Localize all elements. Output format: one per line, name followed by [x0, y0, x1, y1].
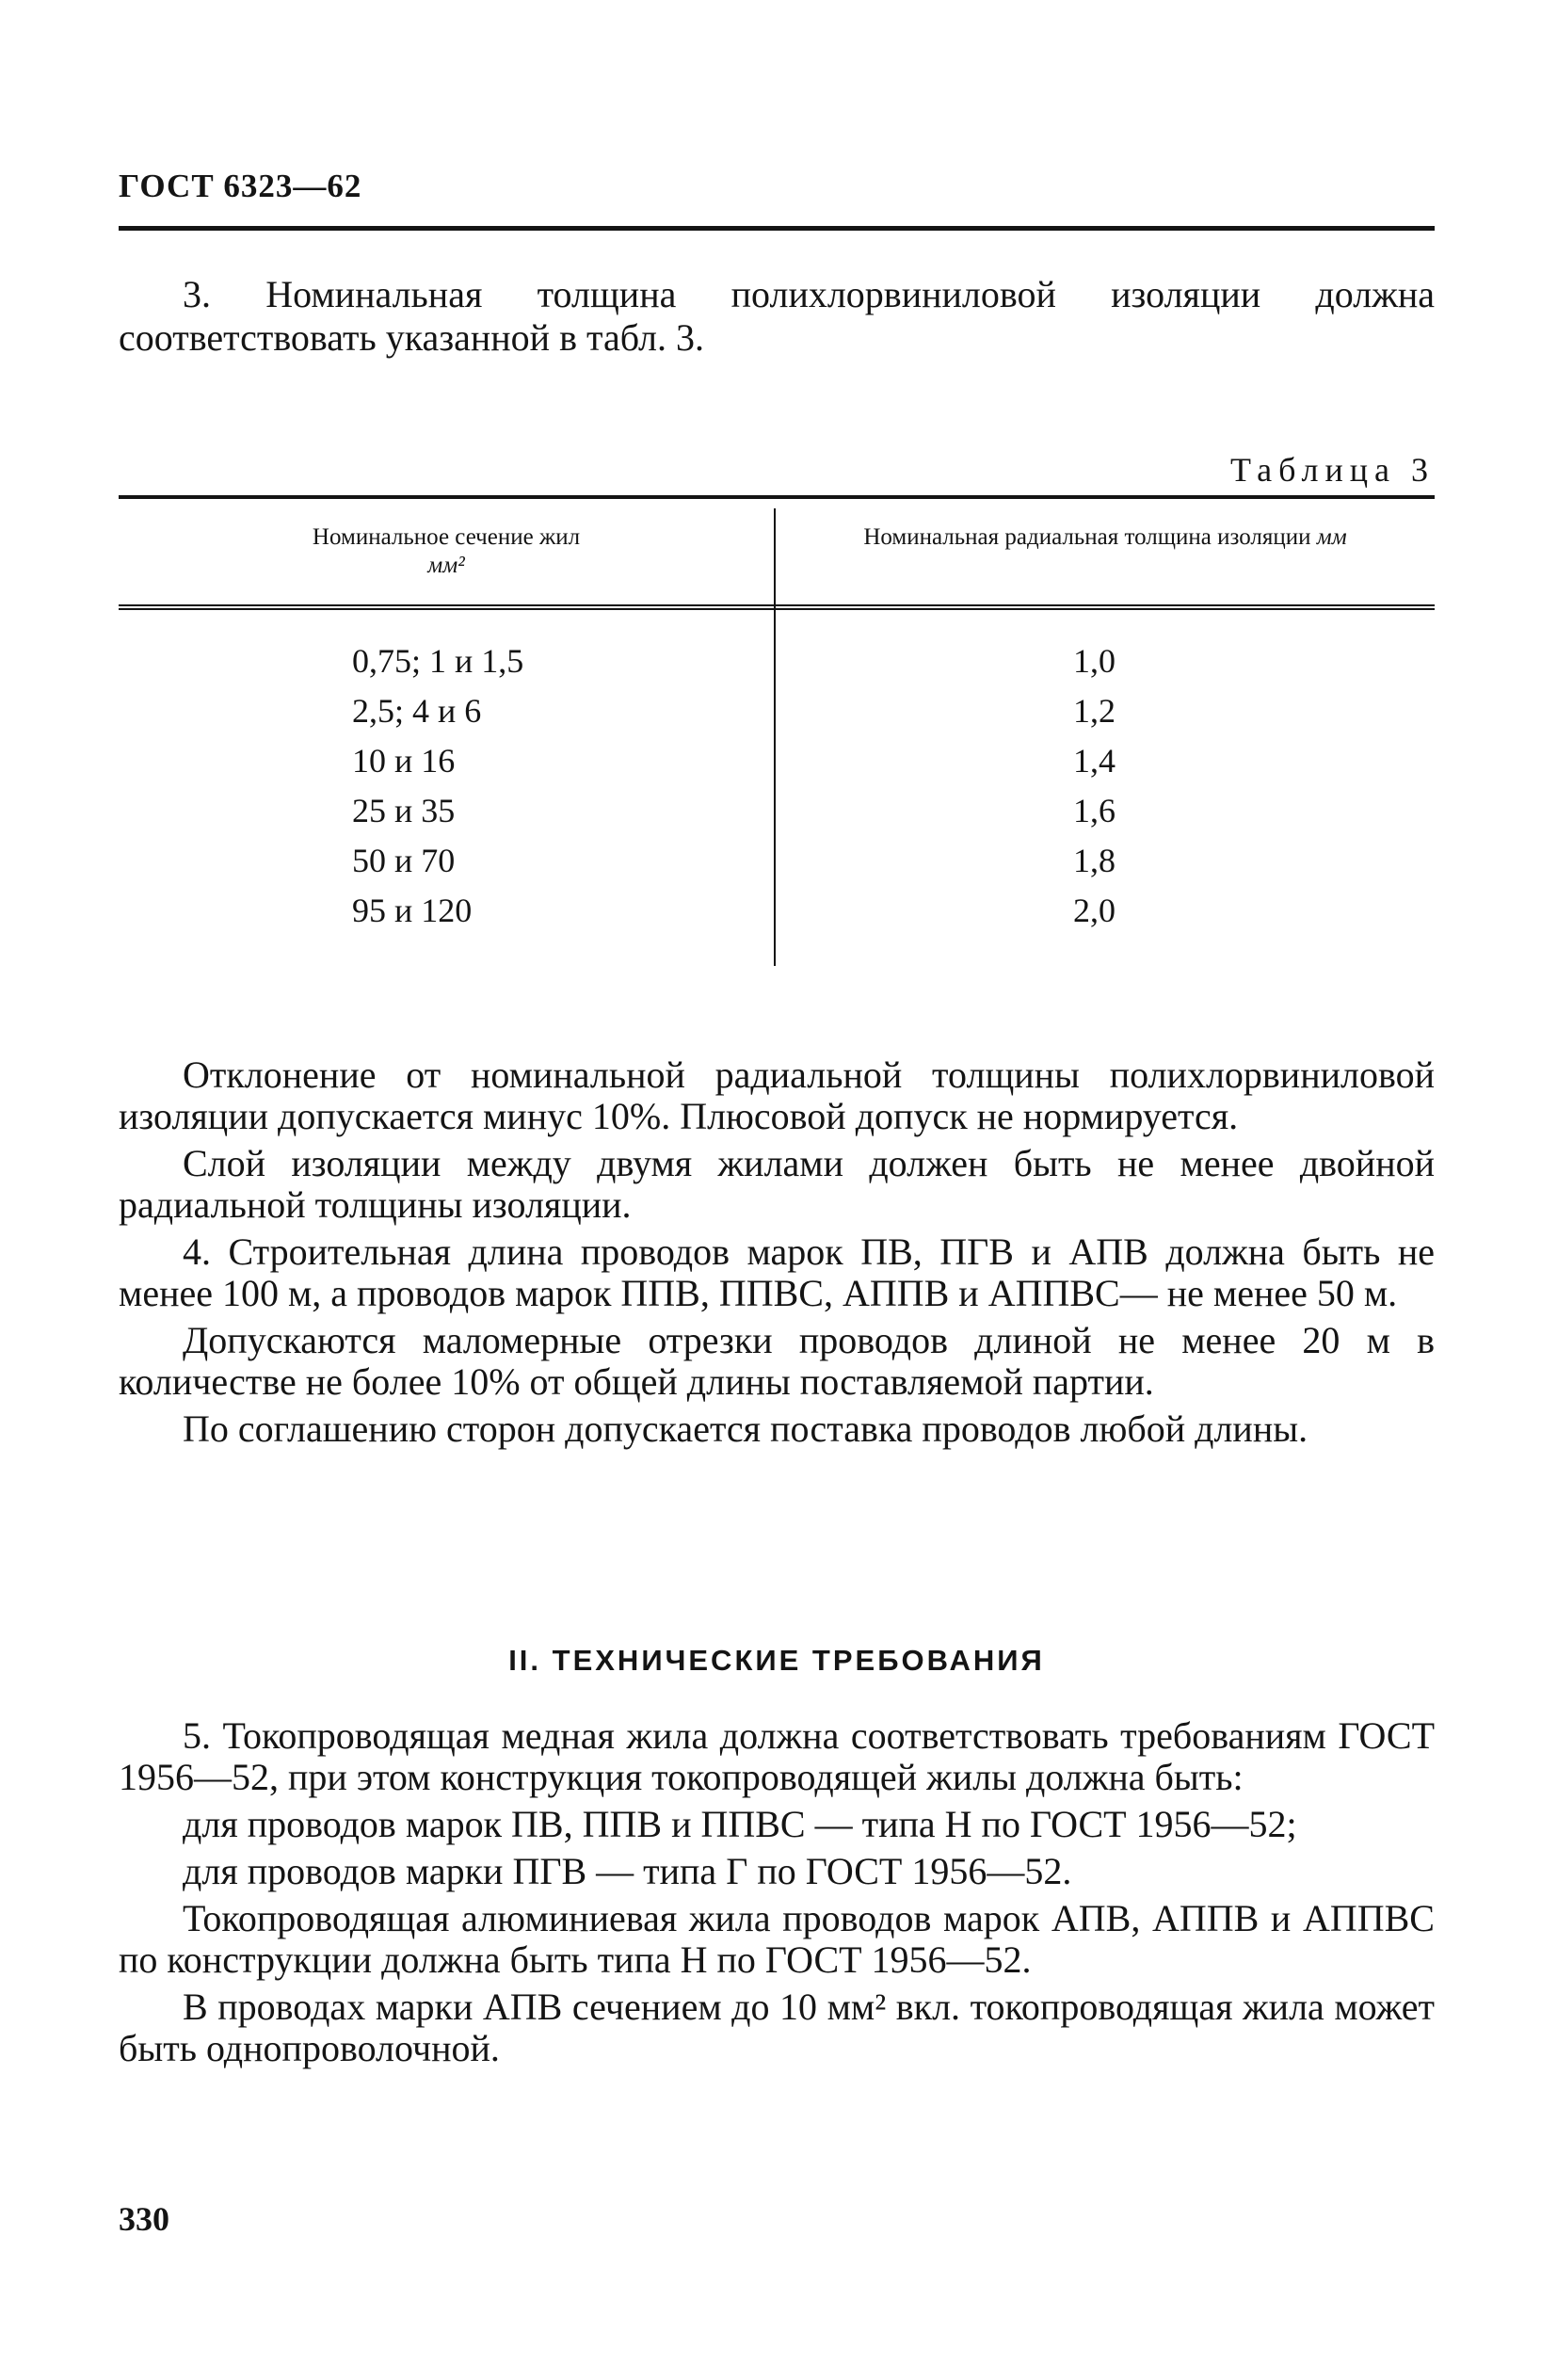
paragraph-5: 5. Токопроводящая медная жила должна соответствовать требованиям ГОСТ 1956—52, при этом конструкция токопроводящей жилы должна быть: [119, 1714, 1435, 1798]
page-header-title: ГОСТ 6323—62 [119, 168, 362, 204]
paragraph-layer: Слой изоляции между двумя жилами должен быть не менее двойной радиальной толщины изоляции. [119, 1142, 1435, 1226]
table-top-rule [119, 495, 1435, 499]
paragraph-4: 4. Строительная длина проводов марок ПВ, ПГВ и АПВ должна быть не менее 100 м, а проводов марок ППВ, ППВС, АППВ и АППВС— не менее 50 м. [119, 1230, 1435, 1314]
table-cell: 50 и 70 [352, 842, 456, 879]
table-cell: 1,2 [1073, 692, 1116, 730]
table-caption: Таблица 3 [1230, 451, 1435, 489]
paragraph-single-wire: В проводах марки АПВ сечением до 10 мм² вкл. токопроводящая жила может быть однопроволочной. [119, 1986, 1435, 2069]
table-cell: 1,0 [1073, 642, 1116, 680]
table-cell: 0,75; 1 и 1,5 [352, 642, 524, 680]
body-text-block [119, 1054, 1435, 1455]
section-heading: II. ТЕХНИЧЕСКИЕ ТРЕБОВАНИЯ [508, 1644, 1045, 1677]
table-header-thickness-text: Номинальная радиальная толщина изоляции [863, 524, 1311, 550]
table-column-thickness [1073, 640, 1116, 940]
table-cell: 1,8 [1073, 842, 1116, 879]
table-cell: 1,4 [1073, 742, 1116, 780]
table-header-thickness-unit: мм [1316, 524, 1347, 550]
table-header-cross-section-text: Номинальное сечение жил [312, 524, 581, 550]
paragraph-5-item-b: для проводов марки ПГВ — типа Г по ГОСТ 1956—52. [183, 1850, 1072, 1892]
table-cell: 25 и 35 [352, 792, 456, 829]
table-cell: 2,5; 4 и 6 [352, 692, 482, 730]
table-cell: 10 и 16 [352, 742, 456, 780]
table-header-rule [119, 604, 1435, 610]
section-text-block [119, 1715, 1435, 2075]
table-column-divider [774, 508, 776, 966]
table-header-cross-section [119, 523, 774, 580]
paragraph-short-lengths: Допускаются маломерные отрезки проводов длиной не менее 20 м в количестве не более 10% от общей длины поставляемой партии. [119, 1319, 1435, 1403]
table-header-thickness [776, 523, 1435, 552]
paragraph-5-item-a: для проводов марок ПВ, ППВ и ППВС — типа Н по ГОСТ 1956—52; [183, 1803, 1297, 1845]
header-rule [119, 226, 1435, 231]
paragraph-3: 3. Номинальная толщина полихлорвиниловой изоляции должна соответствовать указанной в табл. 3. [119, 273, 1435, 359]
page-number: 330 [119, 2200, 169, 2238]
table-column-cross-section [352, 640, 523, 940]
table-cell: 95 и 120 [352, 892, 473, 929]
table-cell: 1,6 [1073, 792, 1116, 829]
paragraph-aluminium: Токопроводящая алюминиевая жила проводов марок АПВ, АППВ и АППВС по конструкции должна быть типа Н по ГОСТ 1956—52. [119, 1897, 1435, 1981]
paragraph-agreement: По соглашению сторон допускается поставка проводов любой длины. [183, 1407, 1308, 1450]
table-cell: 2,0 [1073, 892, 1116, 929]
table-header-cross-section-unit: мм² [427, 553, 465, 578]
paragraph-deviation: Отклонение от номинальной радиальной толщины полихлорвиниловой изоляции допускается минус 10%. Плюсовой допуск не нормируется. [119, 1053, 1435, 1137]
